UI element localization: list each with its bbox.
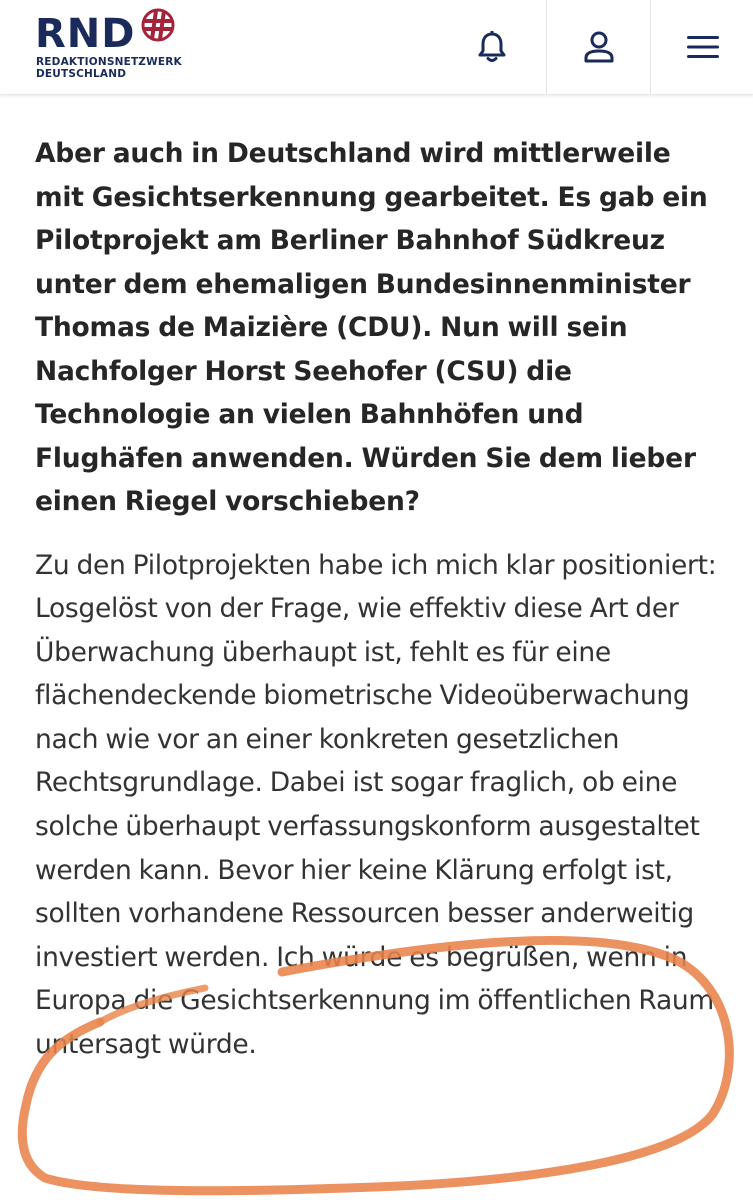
rnd-logo[interactable] [35,8,185,88]
logo-subtitle-line1: REDAKTIONSNETZWERK [36,56,182,68]
logo-wordmark: RND [35,11,136,57]
logo-subtitle-line2: DEUTSCHLAND [36,68,127,80]
logo-subtitle [36,56,182,80]
user-icon [583,30,615,64]
notifications-button[interactable] [438,0,546,94]
article-body [35,132,725,1067]
main-menu-button[interactable] [650,0,753,94]
bell-icon [477,30,507,64]
site-header [0,0,753,95]
interview-question: Aber auch in Deutschland wird mittlerweile mit Gesichtserkennung gearbeitet. Es gab ein Pilotprojekt am Berliner Bahnhof Südkreuz unter dem ehemaligen Bundesinnenminister Thomas de Maizière (CDU). Nun will sein Nachfolger Horst Seehofer (CSU) die Technologie an vielen Bahnhöfen und Flughäfen anwenden. Würden Sie dem lieber einen Riegel vorschieben? [35,138,708,517]
hamburger-menu-icon [686,34,720,60]
interview-answer: Zu den Pilotprojekten habe ich mich klar positioniert: Losgelöst von der Frage, wie effektiv diese Art der Überwachung überhaupt ist, fehlt es für eine flächendeckende biometrische Videoüberwachung nach wie vor an einer konkreten gesetzlichen Rechtsgrundlage. Dabei ist sogar fraglich, ob eine solche überhaupt verfassungskonform ausgestaltet werden kann. Bevor hier keine Klärung erfolgt ist, sollten vorhandene Ressourcen besser anderweitig investiert werden. Ich würde es begrüßen, wenn in Europa die Gesichtserkennung im öffentlichen Raum untersagt würde. [35,549,717,1061]
logo-hash-icon [139,8,177,42]
account-button[interactable] [546,0,651,94]
